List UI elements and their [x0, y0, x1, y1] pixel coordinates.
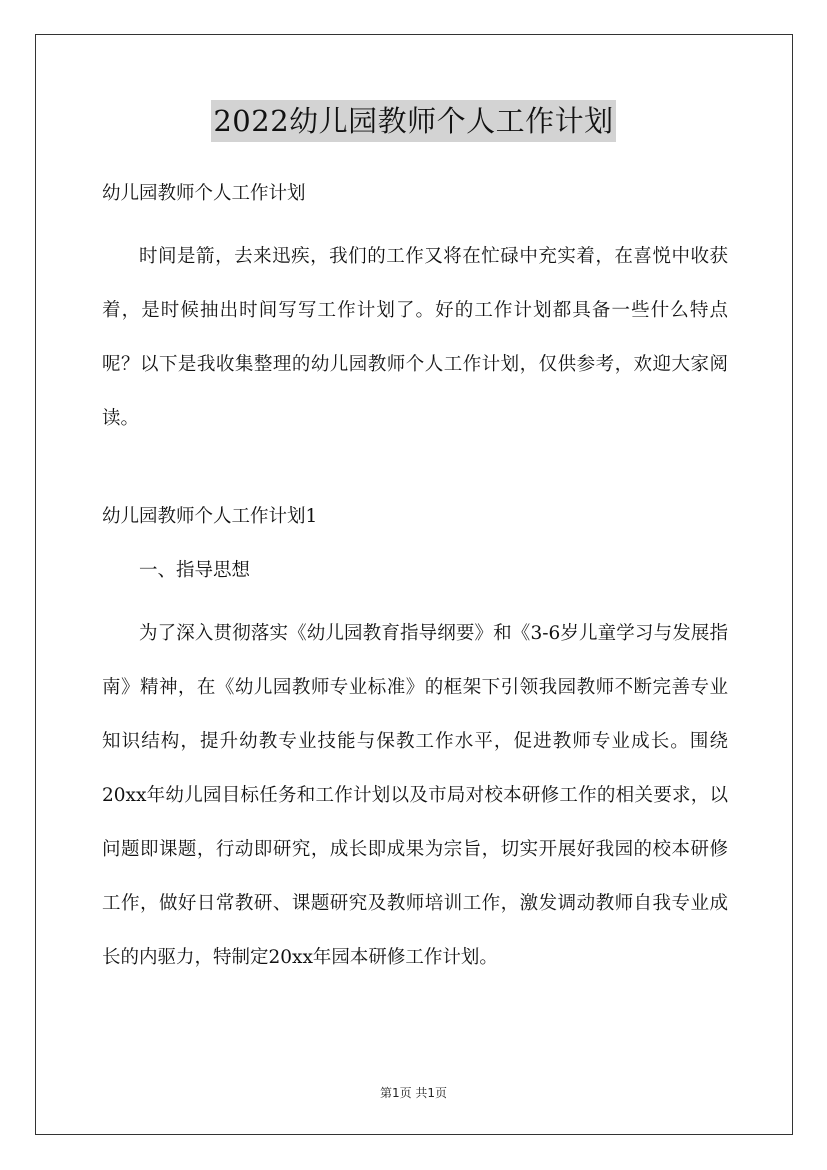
section-paragraph: 为了深入贯彻落实《幼儿园教育指导纲要》和《3-6岁儿童学习与发展指南》精神，在《幼儿园教师专业标准》的框架下引领我园教师不断完善专业知识结构，提升幼教专业技能与保教工作水平，促进教师专业成长。围绕20xx年幼儿园目标任务和工作计划以及市局对校本研修工作的相关要求，以问题即课题，行动即研究，成长即成果为宗旨，切实开展好我园的校本研修工作，做好日常教研、课题研究及教师培训工作，激发调动教师自我专业成长的内驱力，特制定20xx年园本研修工作计划。	[102, 623, 728, 968]
page-footer: 第1页 共1页	[379, 1086, 448, 1100]
intro-paragraph: 时间是箭，去来迅疾，我们的工作又将在忙碌中充实着，在喜悦中收获着，是时候抽出时间写写工作计划了。好的工作计划都具备一些什么特点呢？以下是我收集整理的幼儿园教师个人工作计划，仅供参考，欢迎大家阅读。	[102, 246, 728, 429]
section-heading: 幼儿园教师个人工作计划1	[102, 506, 318, 527]
title-container	[0, 100, 827, 142]
document-subtitle: 幼儿园教师个人工作计划	[102, 183, 306, 204]
document-title: 2022幼儿园教师个人工作计划	[211, 100, 615, 142]
section-subheading: 一、指导思想	[139, 560, 251, 581]
document-body	[102, 176, 728, 985]
